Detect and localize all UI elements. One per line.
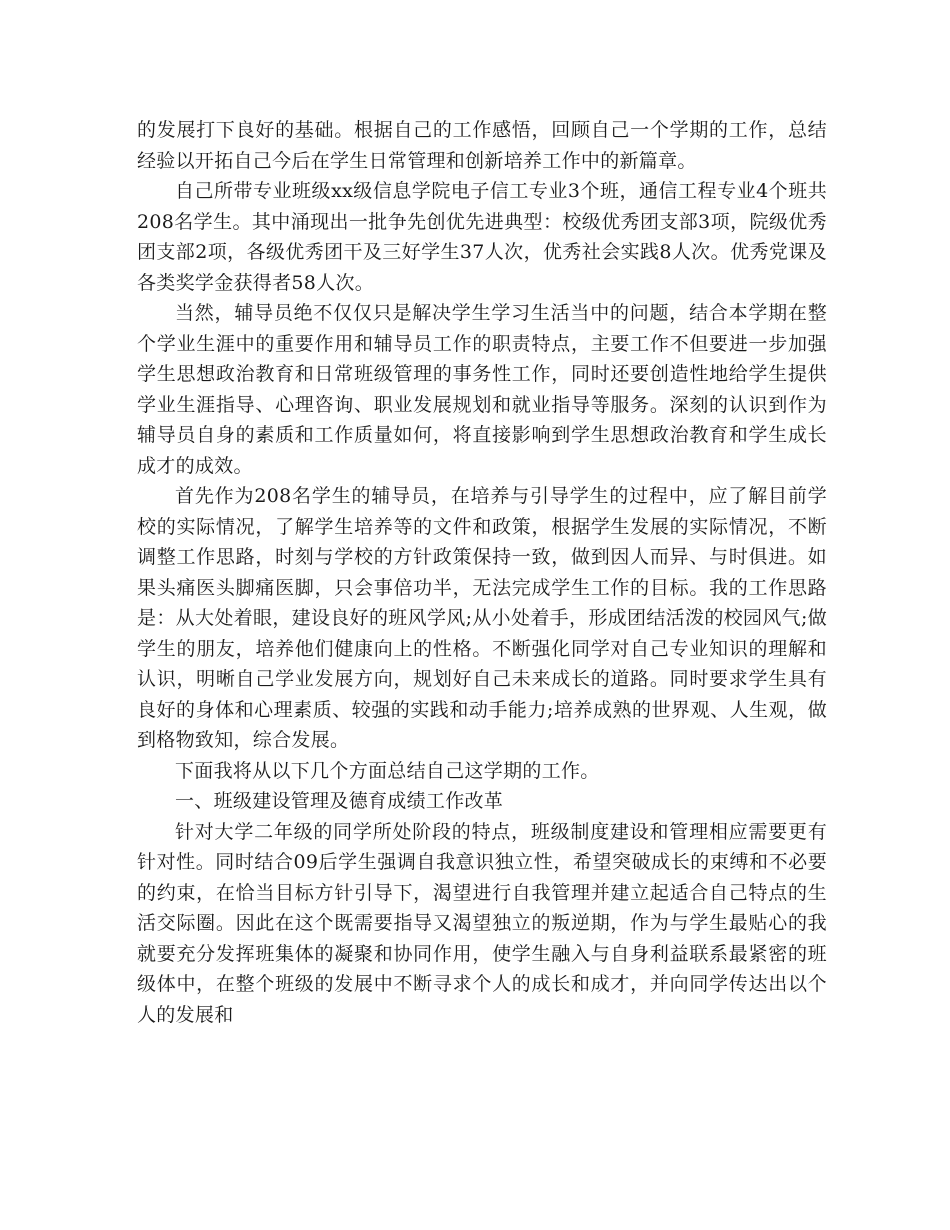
document-body bbox=[137, 115, 827, 1030]
paragraph-sophomore-management: 针对大学二年级的同学所处阶段的特点，班级制度建设和管理相应需要更有针对性。同时结合09后学生强调自我意识独立性，希望突破成长的束缚和不必要的约束，在恰当目标方针引导下，渴望进行自我管理并建立起适合自己特点的生活交际圈。因此在这个既需要指导又渴望独立的叛逆期，作为与学生最贴心的我就要充分发挥班集体的凝聚和协同作用，使学生融入与自身利益联系最紧密的班级体中，在整个班级的发展中不断寻求个人的成长和成才，并向同学传达出以个人的发展和 bbox=[137, 820, 827, 1026]
paragraph-summary-intro: 下面我将从以下几个方面总结自己这学期的工作。 bbox=[175, 759, 600, 782]
paragraph-counselor-role: 当然，辅导员绝不仅仅只是解决学生学习生活当中的问题，结合本学期在整个学业生涯中的重要作用和辅导员工作的职责特点，主要工作不但要进一步加强学生思想政治教育和日常班级管理的事务性工作，同时还要创造性地给学生提供学业生涯指导、心理咨询、职业发展规划和就业指导等服务。深刻的认识到作为辅导员自身的素质和工作质量如何，将直接影响到学生思想政治教育和学生成长成才的成效。 bbox=[137, 302, 827, 477]
paragraph-work-approach: 首先作为208名学生的辅导员，在培养与引导学生的过程中，应了解目前学校的实际情况，了解学生培养等的文件和政策，根据学生发展的实际情况，不断调整工作思路，时刻与学校的方针政策保持一致，做到因人而异、与时俱进。如果头痛医头脚痛医脚，只会事倍功半，无法完成学生工作的目标。我的工作思路是：从大处着眼，建设良好的班风学风;从小处着手，形成团结活泼的校园风气;做学生的朋友，培养他们健康向上的性格。不断强化同学对自己专业知识的理解和认识，明晰自己学业发展方向，规划好自己未来成长的道路。同时要求学生具有良好的身体和心理素质、较强的实践和动手能力;培养成熟的世界观、人生观，做到格物致知，综合发展。 bbox=[137, 485, 827, 751]
paragraph-continuation: 的发展打下良好的基础。根据自己的工作感悟，回顾自己一个学期的工作，总结经验以开拓自己今后在学生日常管理和创新培养工作中的新篇章。 bbox=[137, 119, 827, 172]
section-heading-class-management: 一、班级建设管理及德育成绩工作改革 bbox=[175, 790, 504, 812]
paragraph-class-overview: 自己所带专业班级xx级信息学院电子信工专业3个班，通信工程专业4个班共208名学生。其中涌现出一批争先创优先进典型：校级优秀团支部3项，院级优秀团支部2项，各级优秀团干及三好学生37人次，优秀社会实践8人次。优秀党课及各类奖学金获得者58人次。 bbox=[137, 180, 827, 294]
